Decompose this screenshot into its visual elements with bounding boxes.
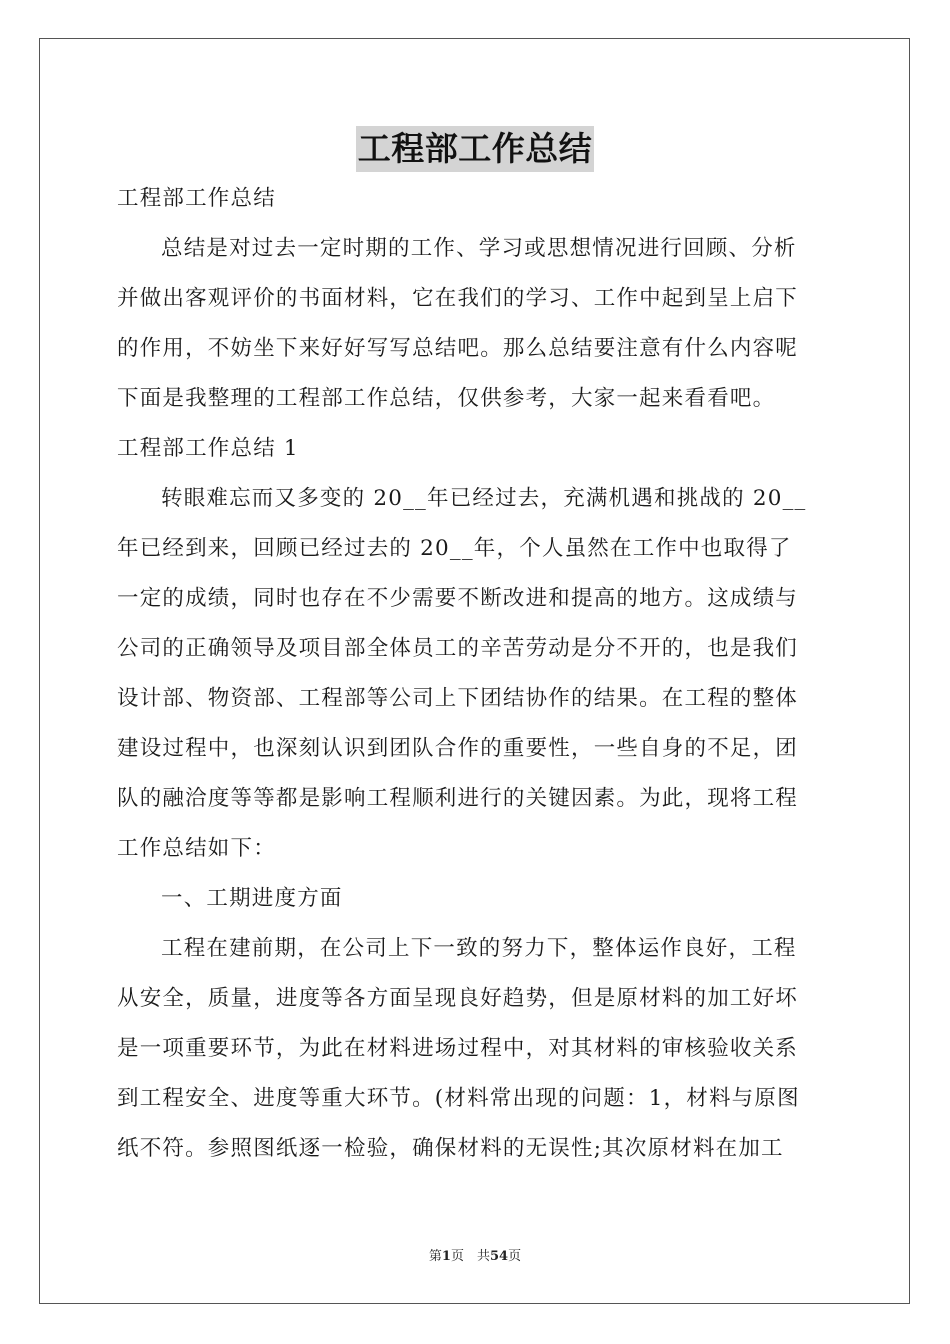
text-line: 到工程安全、进度等重大环节。(材料常出现的问题：1，材料与原图 bbox=[117, 1086, 800, 1111]
footer-page-prefix: 第 bbox=[428, 1249, 442, 1264]
text-line: 工程部工作总结 bbox=[117, 186, 276, 211]
text-line: 队的融洽度等等都是影响工程顺利进行的关键因素。为此，现将工程 bbox=[117, 786, 799, 811]
text-line: 一、工期进度方面 bbox=[161, 886, 343, 911]
text-line: 工程在建前期，在公司上下一致的努力下，整体运作良好，工程 bbox=[161, 936, 797, 961]
text-line: 建设过程中，也深刻认识到团队合作的重要性，一些自身的不足，团 bbox=[117, 736, 799, 761]
text-line: 公司的正确领导及项目部全体员工的辛苦劳动是分不开的，也是我们 bbox=[117, 636, 799, 661]
document-title: 工程部工作总结 bbox=[356, 126, 595, 172]
text-line: 年已经到来，回顾已经过去的 20__年，个人虽然在工作中也取得了 bbox=[117, 536, 792, 561]
text-line: 总结是对过去一定时期的工作、学习或思想情况进行回顾、分析 bbox=[161, 236, 797, 261]
text-line: 纸不符。参照图纸逐一检验，确保材料的无误性;其次原材料在加工 bbox=[117, 1136, 784, 1161]
document-body bbox=[117, 174, 835, 1174]
text-line: 从安全，质量，进度等各方面呈现良好趋势，但是原材料的加工好坏 bbox=[117, 986, 799, 1011]
footer-page-mid: 页 共 bbox=[450, 1249, 490, 1264]
text-line: 下面是我整理的工程部工作总结，仅供参考，大家一起来看看吧。 bbox=[117, 386, 776, 411]
text-line: 转眼难忘而又多变的 20__年已经过去，充满机遇和挑战的 20__ bbox=[161, 486, 807, 511]
text-line: 是一项重要环节，为此在材料进场过程中，对其材料的审核验收关系 bbox=[117, 1036, 799, 1061]
footer-page-suffix: 页 bbox=[508, 1249, 522, 1264]
text-line: 设计部、物资部、工程部等公司上下团结协作的结果。在工程的整体 bbox=[117, 686, 799, 711]
text-line: 工作总结如下： bbox=[117, 836, 276, 861]
text-line: 的作用，不妨坐下来好好写写总结吧。那么总结要注意有什么内容呢 bbox=[117, 336, 799, 361]
title-container bbox=[0, 126, 950, 172]
text-line: 一定的成绩，同时也存在不少需要不断改进和提高的地方。这成绩与 bbox=[117, 586, 799, 611]
text-line: 工程部工作总结 1 bbox=[117, 436, 299, 461]
footer-current-page: 1 bbox=[441, 1249, 451, 1264]
text-line: 并做出客观评价的书面材料，它在我们的学习、工作中起到呈上启下 bbox=[117, 286, 799, 311]
footer-total-pages: 54 bbox=[489, 1249, 509, 1264]
page-footer bbox=[0, 1245, 950, 1264]
